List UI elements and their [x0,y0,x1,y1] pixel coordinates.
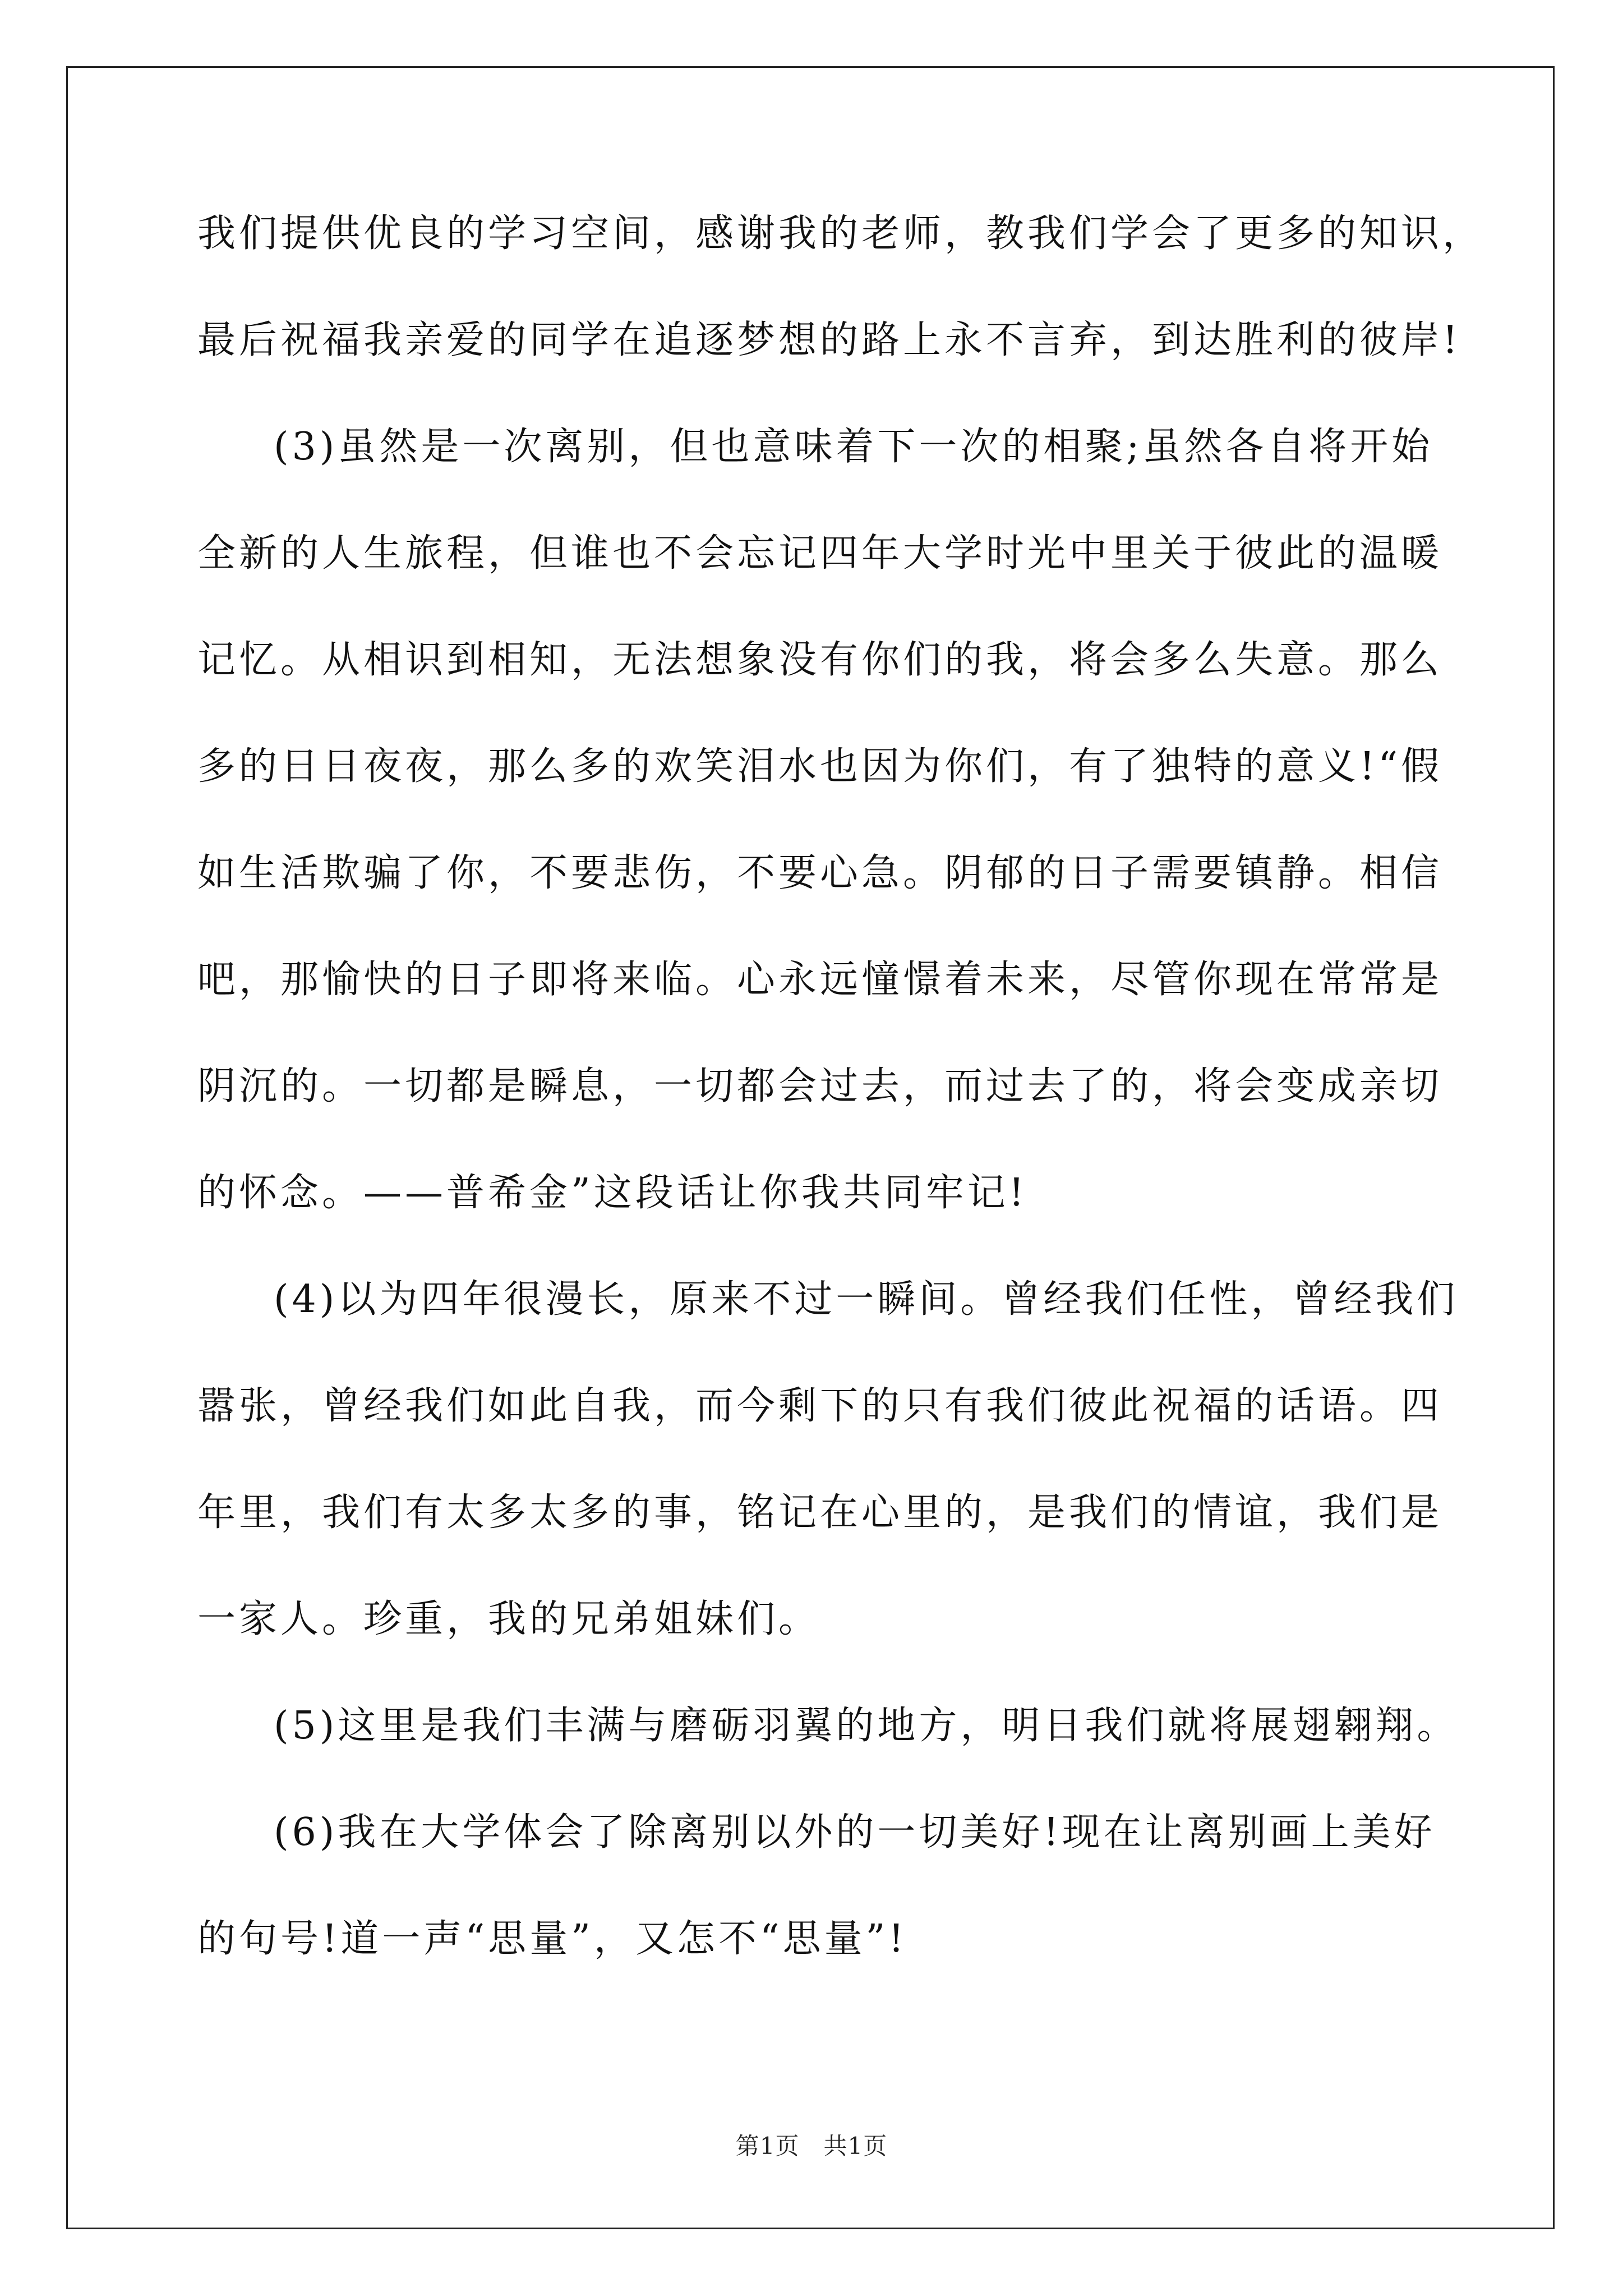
paragraph-4-start: (4)以为四年很漫长，原来不过一瞬间。曾经我们任性，曾经我们 [274,1277,1459,1322]
paragraph-3-start: (3)虽然是一次离别，但也意味着下一次的相聚;虽然各自将开始 [274,425,1433,469]
paragraph-5: (5)这里是我们丰满与磨砺羽翼的地方，明日我们就将展翅翱翔。 [274,1704,1459,1748]
text-line: 全新的人生旅程，但谁也不会忘记四年大学时光中里关于彼此的温暖 [197,531,1443,576]
text-line: 嚣张，曾经我们如此自我，而今剩下的只有我们彼此祝福的话语。四 [197,1384,1443,1428]
paragraph-6-start: (6)我在大学体会了除离别以外的一切美好!现在让离别画上美好 [274,1810,1436,1855]
text-line: 阴沉的。一切都是瞬息，一切都会过去，而过去了的，将会变成亲切 [197,1064,1443,1108]
text-line: 的怀念。——普希金”这段话让你我共同牢记! [197,1171,1028,1215]
text-line: 最后祝福我亲爱的同学在追逐梦想的路上永不言弃，到达胜利的彼岸! [197,318,1461,362]
text-line: 记忆。从相识到相知，无法想象没有你们的我，将会多么失意。那么 [197,638,1443,682]
page-footer: 第1页 共1页 [735,2132,888,2160]
page-border [66,66,1555,2229]
text-line: 如生活欺骗了你，不要悲伤，不要心急。阴郁的日子需要镇静。相信 [197,851,1443,895]
text-line: 年里，我们有太多太多的事，铭记在心里的，是我们的情谊，我们是 [197,1490,1443,1535]
text-line: 的句号!道一声“思量”，又怎不“思量”! [197,1917,907,1961]
text-line: 多的日日夜夜，那么多的欢笑泪水也因为你们，有了独特的意义!“假 [197,744,1443,789]
text-line: 一家人。珍重，我的兄弟姐妹们。 [197,1597,820,1641]
text-line: 我们提供优良的学习空间，感谢我的老师，教我们学会了更多的知识， [197,211,1484,256]
text-line: 吧，那愉快的日子即将来临。心永远憧憬着未来，尽管你现在常常是 [197,958,1443,1002]
